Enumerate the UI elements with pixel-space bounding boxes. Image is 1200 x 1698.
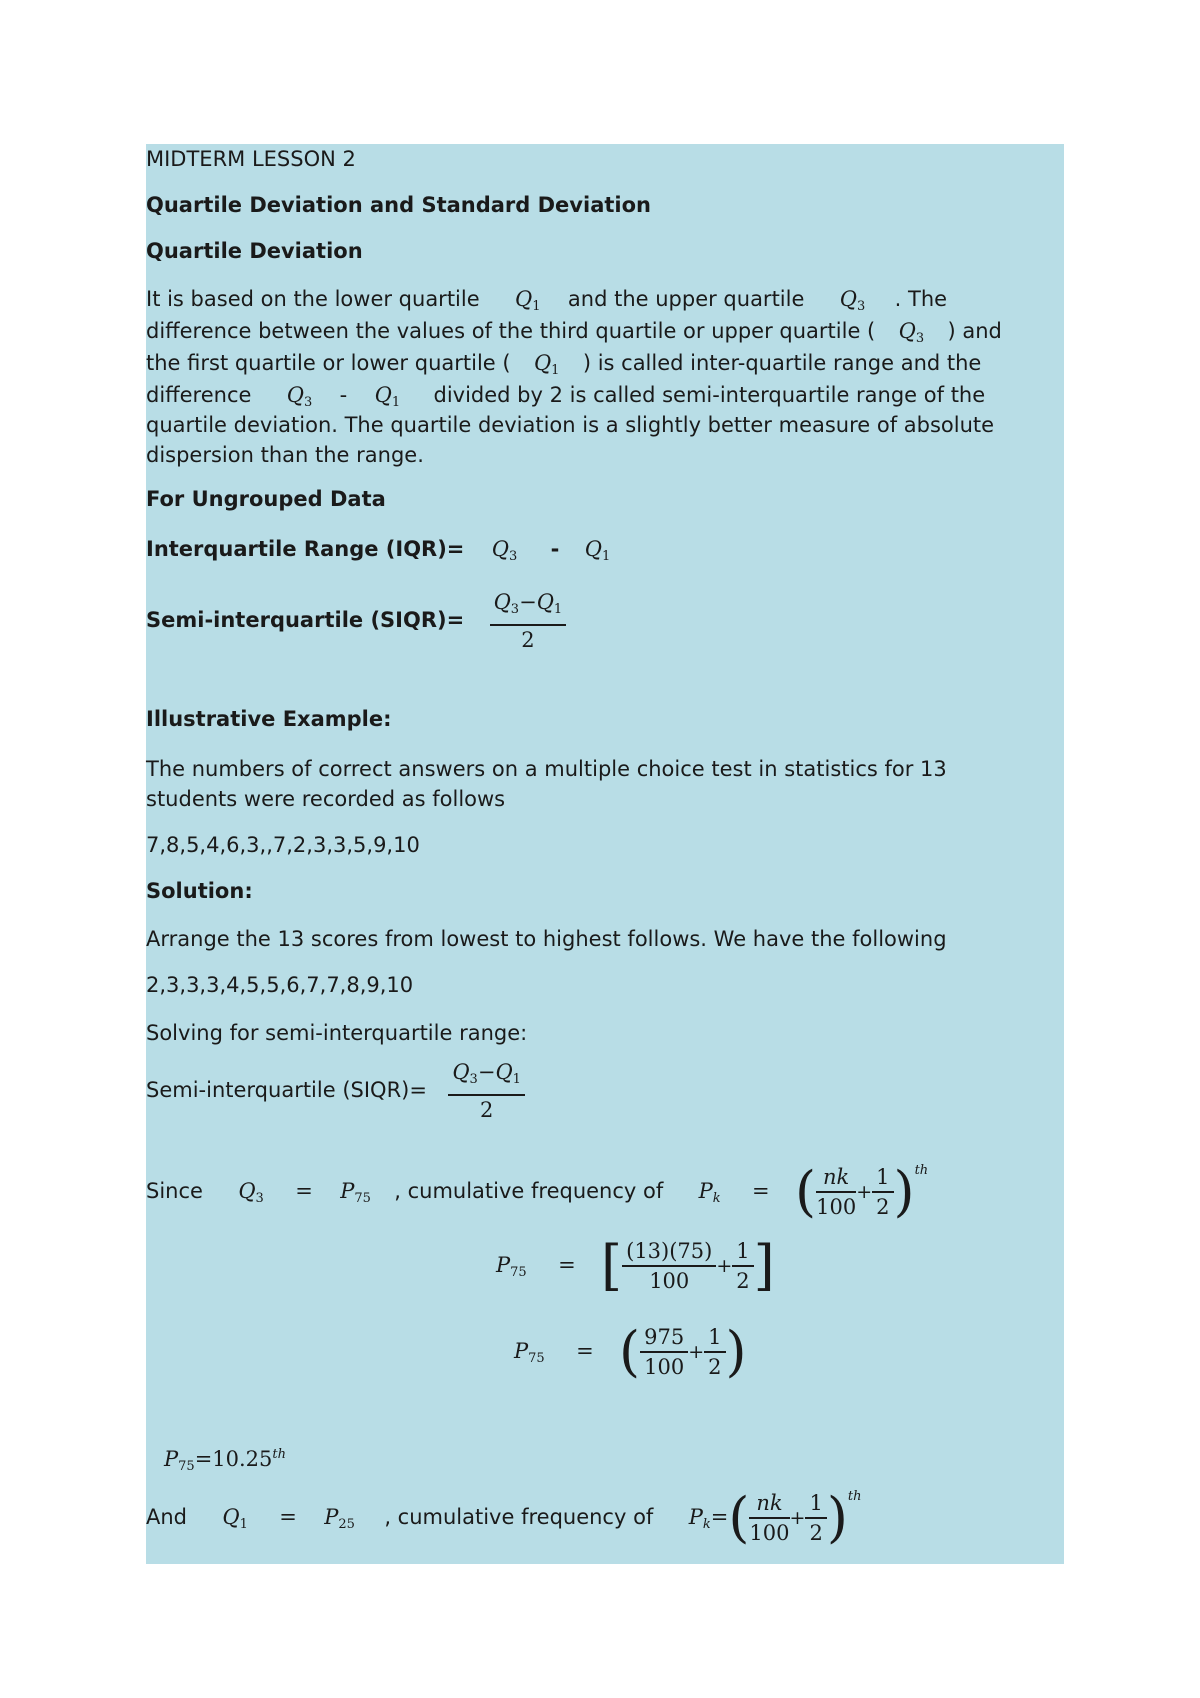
p75-result: $P_{75}=10.25th$ — [164, 1447, 287, 1474]
solving-text: Solving for semi-interquartile range: — [146, 1021, 528, 1045]
heading-quartile-deviation: Quartile Deviation — [146, 239, 363, 263]
siqr-fraction: $\frac{Q_3-Q_1}{2}$ — [490, 588, 567, 654]
and-line: And $Q_1 = P_{25}$ , cumulative frequency of $P_k=$( $\frac{nk}{100}$ + $\frac{1}{2}$ )$^{th}$ — [146, 1486, 862, 1549]
para-line-1: It is based on the lower quartile $Q_1$ and the upper quartile $Q_3$ . The — [146, 287, 948, 314]
para-line-5: quartile deviation. The quartile deviation is a slightly better measure of absolute — [146, 413, 995, 437]
p75-step-1: $P_{75}$ = [ $\frac{(13)(75)}{100}$ + $\frac{1}{2}$ ] — [496, 1234, 775, 1297]
para-line-6: dispersion than the range. — [146, 443, 424, 467]
para-line-3: the first quartile or lower quartile ( $Q_1$ ) is called inter-quartile range and the — [146, 351, 982, 378]
heading-solution: Solution: — [146, 879, 253, 903]
p75-step-2: $P_{75}$ = ( $\frac{975}{100}$ + $\frac{1}{2}$ ) — [514, 1320, 747, 1383]
q1-symbol: $Q_1$ — [515, 287, 541, 314]
iqr-formula: Interquartile Range $(IQR)= Q_3 - Q_1$ — [146, 537, 611, 564]
heading-example: Illustrative Example: — [146, 707, 392, 731]
heading-main: Quartile Deviation and Standard Deviation — [146, 193, 651, 217]
arrange-text: Arrange the 13 scores from lowest to highest follows. We have the following — [146, 927, 947, 951]
raw-data: 7,8,5,4,6,3,,7,2,3,3,5,9,10 — [146, 833, 420, 857]
siqr-formula: Semi-interquartile (SIQR)= $\frac{Q_3-Q_1}{2}$ — [146, 588, 566, 654]
sorted-data: 2,3,3,3,4,5,5,6,7,7,8,9,10 — [146, 973, 414, 997]
heading-ungrouped: For Ungrouped Data — [146, 487, 386, 511]
siqr-formula-2: Semi-interquartile (SIQR)= $\frac{Q_3-Q_1}{2}$ — [146, 1058, 525, 1124]
since-line: Since $Q_3 = P_{75}$ , cumulative frequency of $P_k$ = ( $\frac{nk}{100}$ + $\frac{1}{2}$ )$^{th}$ — [146, 1160, 929, 1223]
lesson-title: MIDTERM LESSON 2 — [146, 147, 356, 171]
example-text-1: The numbers of correct answers on a multiple choice test in statistics for 13 — [146, 757, 947, 781]
example-text-2: students were recorded as follows — [146, 787, 506, 811]
para-line-2: difference between the values of the third quartile or upper quartile ( $Q_3$ ) and — [146, 319, 1002, 346]
para-line-4: difference $Q_3 - Q_1$ divided by 2 is called semi-interquartile range of the — [146, 383, 986, 410]
q3-symbol: $Q_3$ — [839, 287, 866, 314]
siqr-fraction-2: $\frac{Q_3-Q_1}{2}$ — [448, 1058, 525, 1124]
